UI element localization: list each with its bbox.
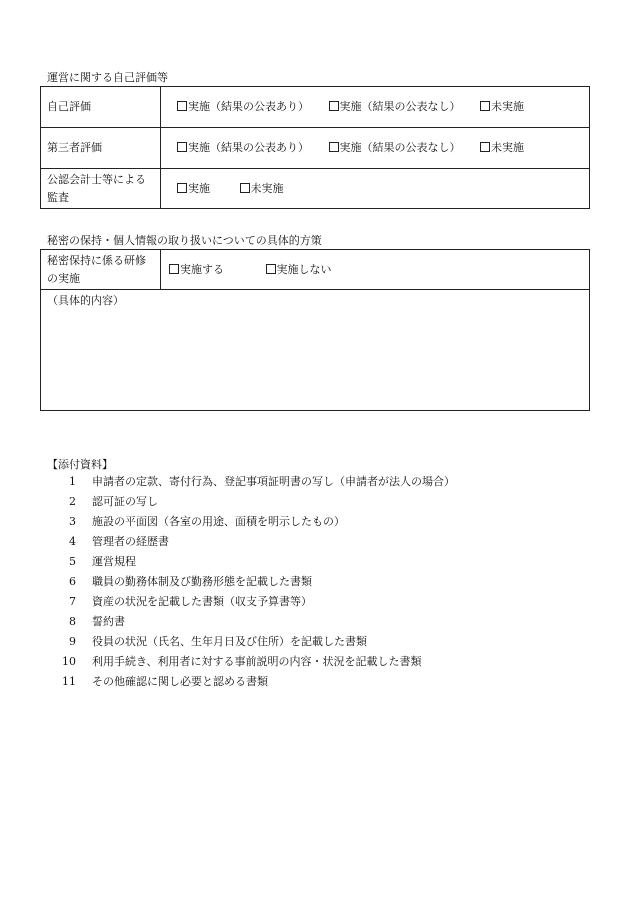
checkbox-icon[interactable] xyxy=(480,142,490,152)
list-item: 2 認可証の写し xyxy=(69,495,158,508)
row-label: 自己評価 xyxy=(41,87,161,128)
row-label: 第三者評価 xyxy=(41,128,161,169)
checkbox-icon[interactable] xyxy=(266,264,276,274)
option-group xyxy=(161,87,590,128)
option-group xyxy=(161,128,590,169)
row-label: 公認会計士等による 監査 xyxy=(41,169,161,209)
option-group xyxy=(161,169,590,209)
checkbox-icon[interactable] xyxy=(177,142,187,152)
self-eval-table xyxy=(40,86,590,209)
training-row xyxy=(41,250,590,290)
third-party-eval-row xyxy=(41,128,590,169)
checkbox-icon[interactable] xyxy=(169,264,179,274)
detail-row xyxy=(41,290,590,411)
attachments-list xyxy=(60,472,455,692)
row-label: 秘密保持に係る研修 の実施 xyxy=(41,250,161,290)
option-unpublished[interactable]: 実施（結果の公表なし） xyxy=(329,139,461,157)
self-eval-row xyxy=(41,87,590,128)
option-published[interactable]: 実施（結果の公表あり） xyxy=(177,139,309,157)
checkbox-icon[interactable] xyxy=(329,101,339,111)
option-not-done[interactable]: 未実施 xyxy=(480,139,524,157)
list-item: 8 誓約書 xyxy=(69,615,125,628)
detail-label: （具体的内容） xyxy=(47,294,124,307)
list-item: 9 役員の状況（氏名、生年月日及び住所）を記載した書類 xyxy=(69,635,367,648)
self-eval-title: 運営に関する自己評価等 xyxy=(47,71,168,84)
option-will-not-conduct[interactable]: 実施しない xyxy=(266,261,332,279)
option-not-done[interactable]: 未実施 xyxy=(480,98,524,116)
option-published[interactable]: 実施（結果の公表あり） xyxy=(177,98,309,116)
detail-field[interactable] xyxy=(41,290,590,411)
list-item: 6 職員の勤務体制及び勤務形態を記載した書類 xyxy=(69,575,312,588)
attachments-title: 【添付資料】 xyxy=(47,458,113,471)
checkbox-icon[interactable] xyxy=(480,101,490,111)
checkbox-icon[interactable] xyxy=(240,183,250,193)
option-will-conduct[interactable]: 実施する xyxy=(169,261,224,279)
list-item: 7 資産の状況を記載した書類（収支予算書等） xyxy=(69,595,312,608)
audit-row xyxy=(41,169,590,209)
list-item: 3 施設の平面図（各室の用途、面積を明示したもの） xyxy=(69,515,345,528)
list-item: 4 管理者の経歴書 xyxy=(69,535,169,548)
option-not-done[interactable]: 未実施 xyxy=(240,180,284,198)
list-item: 10 利用手続き、利用者に対する事前説明の内容・状況を記載した書類 xyxy=(62,655,422,668)
list-item: 5 運営規程 xyxy=(69,555,136,568)
option-done[interactable]: 実施 xyxy=(177,180,210,198)
checkbox-icon[interactable] xyxy=(177,101,187,111)
option-group xyxy=(161,250,590,290)
list-item: 1 申請者の定款、寄付行為、登記事項証明書の写し（申請者が法人の場合） xyxy=(69,475,455,488)
checkbox-icon[interactable] xyxy=(329,142,339,152)
option-unpublished[interactable]: 実施（結果の公表なし） xyxy=(329,98,461,116)
checkbox-icon[interactable] xyxy=(177,183,187,193)
list-item: 11 その他確認に関し必要と認める書類 xyxy=(62,675,268,688)
privacy-title: 秘密の保持・個人情報の取り扱いについての具体的方策 xyxy=(47,234,322,247)
privacy-table xyxy=(40,249,590,411)
